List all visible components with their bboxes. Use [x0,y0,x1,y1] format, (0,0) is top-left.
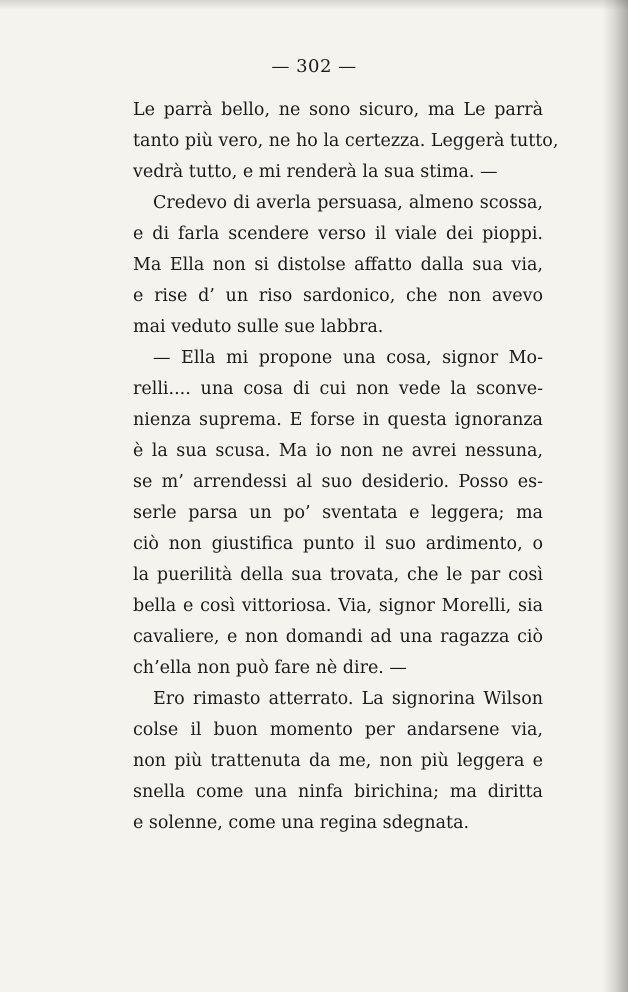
text-line: Le parrà bello, ne sono sicuro, ma Le parrà [133,100,543,120]
paragraph-2 [133,188,543,343]
text-line: ciò non giustifica punto il suo ardimento, o [133,534,543,554]
text-line: se m’ arrendessi al suo desiderio. Posso es- [133,472,543,492]
text-line: mai veduto sulle sue labbra. [133,317,384,337]
body-text [133,95,559,839]
top-edge-shadow [0,0,628,10]
text-line: Ma Ella non si distolse affatto dalla sua via, [133,255,543,275]
paragraph-3 [133,343,543,684]
text-line: Ero rimasto atterrato. La signorina Wilson [153,689,543,709]
paragraph-4 [133,684,543,839]
text-line: — Ella mi propone una cosa, signor Mo- [153,348,543,368]
text-line: nienza suprema. E forse in questa ignoranza [133,410,543,430]
text-line: e solenne, come una regina sdegnata. [133,813,470,833]
text-line: è la sua scusa. Ma io non ne avrei nessuna, [133,441,543,461]
text-line: serle parsa un po’ sventata e leggera; ma [133,503,543,523]
text-line: la puerilità della sua trovata, che le par così [133,565,543,585]
text-line: bella e così vittoriosa. Via, signor Morelli, sia [133,596,543,616]
text-line: e rise d’ un riso sardonico, che non avevo [133,286,543,306]
text-line: ch’ella non può fare nè dire. — [133,658,407,678]
text-line: tanto più vero, ne ho la certezza. Leggerà tutto, [133,131,559,151]
text-line: Credevo di averla persuasa, almeno scossa, [153,193,543,213]
paragraph-1 [133,95,559,188]
text-line: colse il buon momento per andarsene via, [133,720,543,740]
page-number: — 302 — [271,56,357,77]
text-line: relli.... una cosa di cui non vede la sconve- [133,379,543,399]
text-line: vedrà tutto, e mi renderà la sua stima. — [133,162,498,182]
text-line: e di farla scendere verso il viale dei pioppi. [133,224,543,244]
text-line: cavaliere, e non domandi ad una ragazza ciò [133,627,543,647]
text-line: non più trattenuta da me, non più leggera e [133,751,543,771]
binding-gutter-shadow [602,0,628,992]
text-line: snella come una ninfa birichina; ma diritta [133,782,543,802]
